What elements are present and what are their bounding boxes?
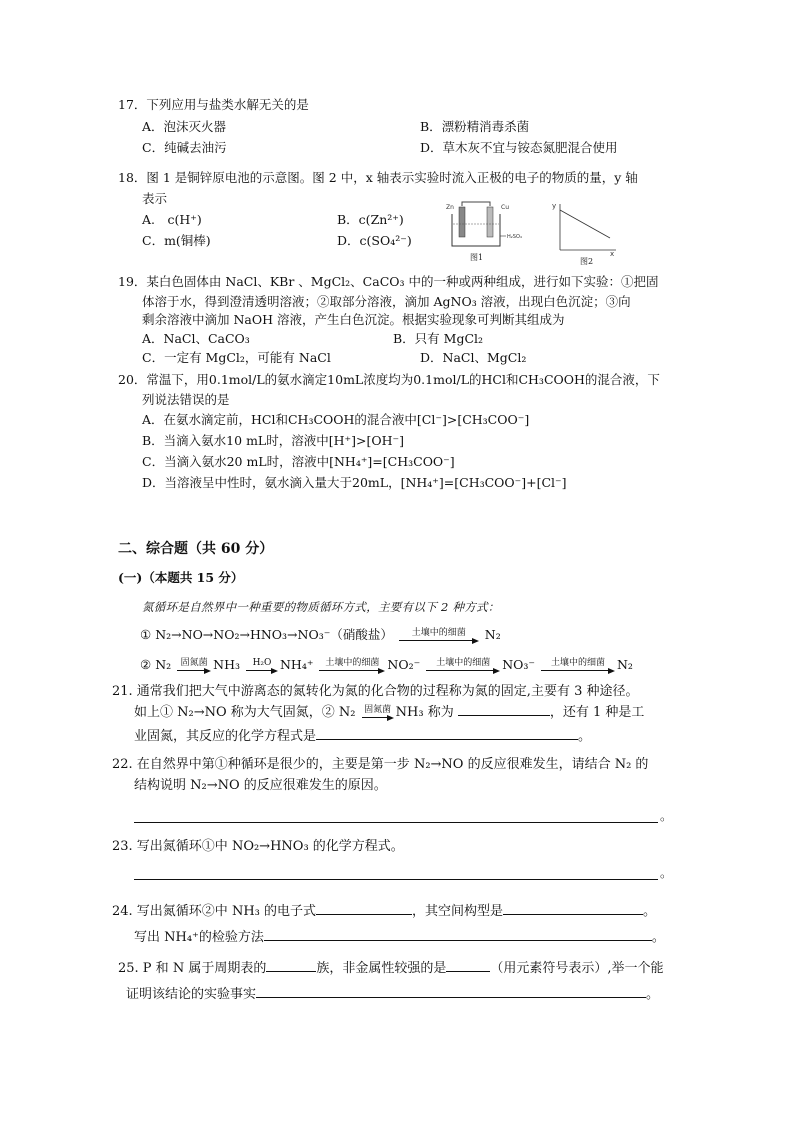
q17-option-a: A．泡沫灭火器 xyxy=(142,119,227,134)
section2-title: 二、综合题（共 60 分） xyxy=(118,541,274,557)
q18-option-b: B．c(Zn²⁺) xyxy=(337,212,404,227)
q19-option-d: D．NaCl、MgCl₂ xyxy=(420,350,527,365)
q25-line2-a: 证明该结论的实验事实 xyxy=(126,987,257,1002)
q23-line1: 23. 写出氮循环①中 NO₂→HNO₃ 的化学方程式。 xyxy=(112,839,404,854)
cycle2-no2: NO₂⁻ xyxy=(387,657,421,672)
cycle1-number: ① xyxy=(140,627,152,642)
q25-line1 xyxy=(118,958,663,977)
cycle2-no3: NO₃⁻ xyxy=(502,657,535,672)
q21-line1: 21. 通常我们把大气中游离态的氮转化为氮的化合物的过程称为氮的固定,主要有 3 种途径。 xyxy=(112,684,639,699)
cycle2-n2: N₂ xyxy=(155,657,172,672)
q21-line2-b: NH₃ 称为 xyxy=(395,705,454,720)
q25-line2 xyxy=(126,984,659,1003)
cycle1-arrow-label: 土壤中的细菌 xyxy=(411,627,466,638)
figure2-x-label: x xyxy=(610,250,615,258)
q19-stem-line2: 体溶于水，得到澄清透明溶液；②取部分溶液，滴加 AgNO₃ 溶液，出现白色沉淀；③向 xyxy=(142,294,631,309)
q17-stem: 17．下列应用与盐类水解无关的是 xyxy=(118,97,309,112)
q21-line3-a: 业固氮，其反应的化学方程式是 xyxy=(134,729,317,744)
q25-answer-blank1[interactable] xyxy=(266,958,316,972)
cycle1-equation xyxy=(140,624,501,646)
q21-answer-blank1[interactable] xyxy=(458,702,550,716)
q25-line1-a: 25. P 和 N 属于周期表的 xyxy=(118,961,267,976)
q20-stem-line2: 列说法错误的是 xyxy=(142,392,230,407)
q22-end: 。 xyxy=(660,808,673,823)
cycle1-arrow xyxy=(399,628,479,644)
q25-line1-b: 族，非金属性较强的是 xyxy=(316,961,447,976)
cycle2-end: N₂ xyxy=(616,657,633,672)
q20-option-d: D．当溶液呈中性时，氨水滴入量大于20mL，[NH₄⁺]=[CH₃COO⁻]+[Cl⁻] xyxy=(142,475,567,490)
q19-stem-line1: 19．某白色固体由 NaCl、KBr 、MgCl₂、CaCO₃ 中的一种或两种组成，进行如下实验：①把固 xyxy=(118,274,659,289)
cycle2-arrow2 xyxy=(246,658,278,674)
cycle1-end: N₂ xyxy=(484,627,501,642)
q21-line2-c: ，还有 1 种是工 xyxy=(549,705,645,720)
q18-option-a: A. c(H⁺) xyxy=(142,212,202,227)
q17-option-c: C．纯碱去油污 xyxy=(142,140,227,155)
figure2-caption: 图2 xyxy=(580,257,594,266)
q23-end: 。 xyxy=(660,865,673,880)
q21-line3 xyxy=(134,726,591,745)
q20-stem-line1: 20．常温下，用0.1mol/L的氨水滴定10mL浓度均为0.1mol/L的HCl和CH₃COOH的混合液，下 xyxy=(118,372,660,387)
zn-label: Zn xyxy=(446,204,454,211)
q24-answer-blank1[interactable] xyxy=(316,901,412,915)
cycle2-arrow5 xyxy=(541,658,615,674)
q23-answer-line[interactable] xyxy=(134,879,658,880)
q22-line2: 结构说明 N₂→NO 的反应很难发生的原因。 xyxy=(134,778,387,793)
q18-option-c: C．m(铜棒) xyxy=(142,233,211,248)
q24-line1 xyxy=(112,901,656,920)
q20-option-b: B．当滴入氨水10 mL时，溶液中[H⁺]>[OH⁻] xyxy=(142,433,404,448)
part1-title: (一)（本题共 15 分） xyxy=(118,570,244,585)
q21-answer-blank2[interactable] xyxy=(316,726,578,740)
figure1-caption: 图1 xyxy=(470,253,484,262)
q25-line1-c: （用元素符号表示）,举一个能 xyxy=(490,961,664,976)
q21-line2-a: 如上① N₂→NO 称为大气固氮，② N₂ xyxy=(134,705,356,720)
q19-option-c: C．一定有 MgCl₂，可能有 NaCl xyxy=(142,350,331,365)
q24-line2-a: 写出 NH₄⁺的检验方法 xyxy=(134,930,264,945)
acid-label: H₂SO₄ xyxy=(507,234,522,240)
galvanic-cell-figure xyxy=(446,200,526,266)
q24-line1-a: 24. 写出氮循环②中 NH₃ 的电子式 xyxy=(112,904,316,919)
cycle2-arrow5-label: 土壤中的细菌 xyxy=(550,657,605,668)
cycle2-arrow3-label: 土壤中的细菌 xyxy=(325,657,380,668)
cycle2-arrow2-label: H₂O xyxy=(252,657,272,668)
q20-option-a: A．在氨水滴定前，HCl和CH₃COOH的混合液中[Cl⁻]>[CH₃COO⁻] xyxy=(142,412,530,427)
cycle2-nh4: NH₄⁺ xyxy=(279,657,314,672)
q18-stem-line1: 18．图 1 是铜锌原电池的示意图。图 2 中，x 轴表示实验时流入正极的电子的物质的量，y 轴 xyxy=(118,170,638,185)
q17-option-b: B．漂粉精消毒杀菌 xyxy=(420,119,530,134)
figure2-graph xyxy=(548,200,620,258)
q19-option-a: A．NaCl、CaCO₃ xyxy=(142,331,250,346)
q17-option-d: D．草木灰不宜与铵态氮肥混合使用 xyxy=(420,140,618,155)
q22-answer-line[interactable] xyxy=(134,822,658,823)
q21-line2 xyxy=(134,702,644,724)
cycle2-arrow1 xyxy=(177,658,211,674)
q19-stem-line3: 剩余溶液中滴加 NaOH 溶液，产生白色沉淀。根据实验现象可判断其组成为 xyxy=(142,312,565,327)
q24-answer-blank3[interactable] xyxy=(264,927,652,941)
q21-arrow xyxy=(362,705,394,721)
q24-line2 xyxy=(134,927,665,946)
q21-line3-b: 。 xyxy=(578,729,592,744)
q25-answer-blank3[interactable] xyxy=(256,984,646,998)
q25-answer-blank2[interactable] xyxy=(446,958,490,972)
cycle1-chain: N₂→NO→NO₂→HNO₃→NO₃⁻（硝酸盐） xyxy=(155,627,393,642)
cycle2-number: ② xyxy=(140,657,152,672)
q24-answer-blank2[interactable] xyxy=(503,901,643,915)
q18-stem-line2: 表示 xyxy=(142,191,168,206)
cycle2-nh3: NH₃ xyxy=(213,657,240,672)
q22-line1: 22. 在自然界中第①种循环是很少的，主要是第一步 N₂→NO 的反应很难发生，请结合 N₂ 的 xyxy=(112,757,649,772)
q24-line1-b: ，其空间构型是 xyxy=(412,904,504,919)
q20-option-c: C．当滴入氨水20 mL时，溶液中[NH₄⁺]=[CH₃COO⁻] xyxy=(142,454,455,469)
q19-option-b: B．只有 MgCl₂ xyxy=(393,331,484,346)
q25-line2-b: 。 xyxy=(646,987,660,1002)
q21-arrow-label: 固氮菌 xyxy=(364,704,392,715)
q24-line2-b: 。 xyxy=(651,930,665,945)
q18-option-d: D．c(SO₄²⁻) xyxy=(337,233,412,248)
figure2-y-label: y xyxy=(552,202,557,210)
cycle-intro: 氮循环是自然界中一种重要的物质循环方式，主要有以下 2 种方式： xyxy=(142,600,500,614)
cycle2-arrow1-label: 固氮菌 xyxy=(180,657,208,668)
cycle2-arrow4 xyxy=(426,658,500,674)
cycle2-arrow3 xyxy=(319,658,385,674)
cycle2-arrow4-label: 土壤中的细菌 xyxy=(436,657,491,668)
cycle2-equation xyxy=(140,654,633,676)
cu-label: Cu xyxy=(501,204,509,211)
q24-line1-c: 。 xyxy=(643,904,657,919)
